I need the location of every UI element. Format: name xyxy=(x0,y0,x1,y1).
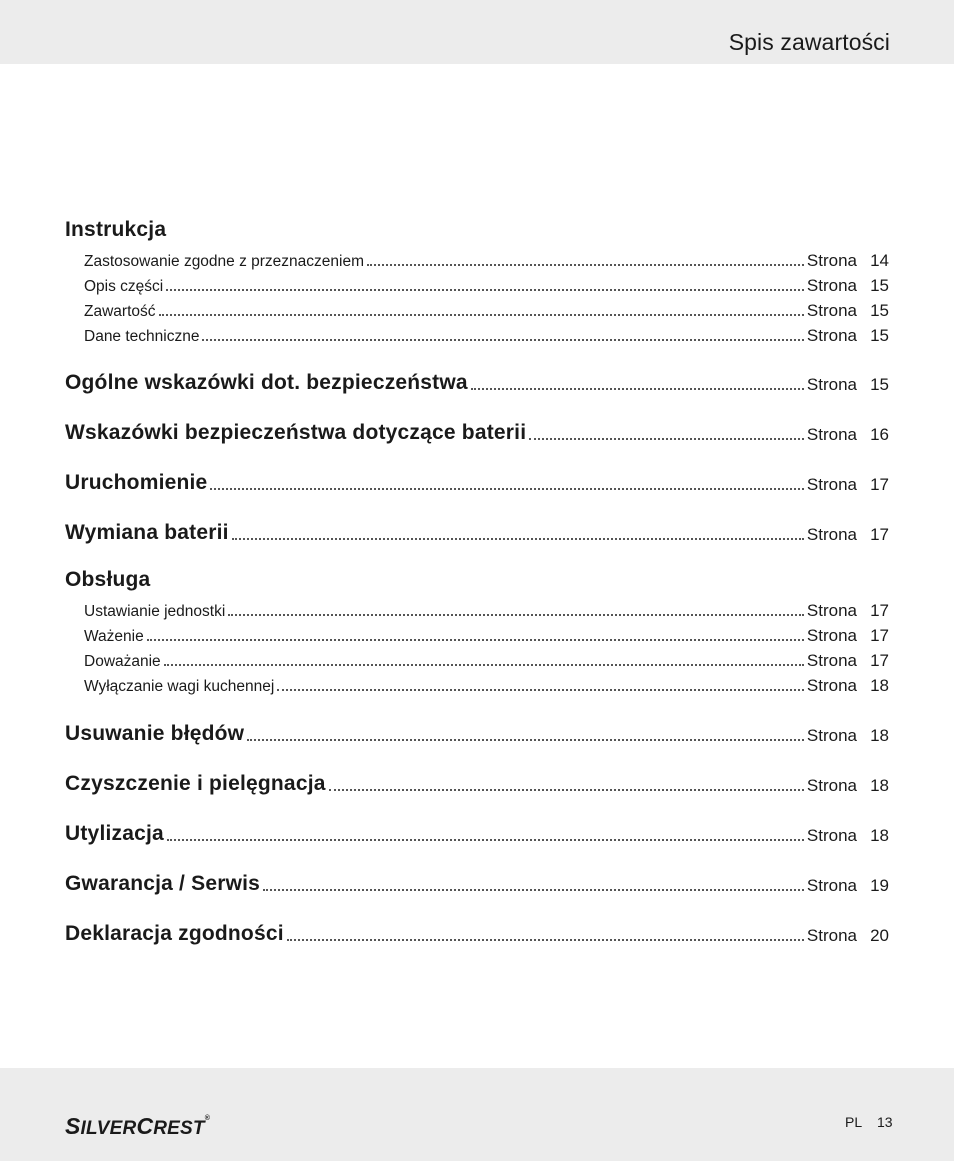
dot-leader xyxy=(164,654,804,666)
brand-part: ILVER xyxy=(80,1118,137,1139)
toc-entry-label: Ogólne wskazówki dot. bezpieczeństwa xyxy=(65,371,468,394)
toc-page-ref xyxy=(807,776,889,796)
toc-entry[interactable] xyxy=(65,270,889,296)
page-word: Strona xyxy=(806,326,857,345)
toc-heading-instrukcja: Instrukcja xyxy=(65,218,167,241)
page-number: 18 xyxy=(870,826,889,845)
page-number: 18 xyxy=(870,676,889,695)
toc-page-ref xyxy=(807,926,889,946)
dot-leader xyxy=(228,604,804,616)
registered-mark: ® xyxy=(204,1115,211,1122)
page-number: 18 xyxy=(870,776,889,795)
dot-leader xyxy=(166,279,804,291)
toc-entry-label: Usuwanie błędów xyxy=(65,722,245,745)
page-word: Strona xyxy=(806,926,857,945)
toc-entry[interactable] xyxy=(65,670,889,696)
toc-page-ref xyxy=(807,601,889,621)
toc-entry[interactable] xyxy=(65,369,889,395)
toc-page-ref xyxy=(807,375,889,395)
toc-entry[interactable] xyxy=(65,645,889,671)
toc-entry-label: Doważanie xyxy=(84,653,161,670)
page-number: 17 xyxy=(870,601,889,620)
toc-entry[interactable] xyxy=(65,595,889,621)
dot-leader xyxy=(529,428,804,440)
page-word: Strona xyxy=(806,525,857,544)
dot-leader xyxy=(367,254,804,266)
toc-heading-obsluga: Obsługa xyxy=(65,568,151,591)
page-word: Strona xyxy=(806,651,857,670)
toc-entry-label: Zawartość xyxy=(84,303,156,320)
toc-entry-label: Dane techniczne xyxy=(84,328,200,345)
toc-entry[interactable] xyxy=(65,720,889,746)
toc-page-ref xyxy=(807,626,889,646)
dot-leader xyxy=(232,528,804,540)
toc-entry[interactable] xyxy=(65,519,889,545)
toc-entry-label: Utylizacja xyxy=(65,822,164,845)
toc-entry[interactable] xyxy=(65,245,889,271)
page-number: 20 xyxy=(870,926,889,945)
dot-leader xyxy=(471,378,804,390)
page-number: 17 xyxy=(870,525,889,544)
dot-leader xyxy=(202,329,803,341)
page-number: 17 xyxy=(870,475,889,494)
toc-page-ref xyxy=(807,651,889,671)
dot-leader xyxy=(287,929,804,941)
dot-leader xyxy=(277,679,804,691)
page-number: 17 xyxy=(870,626,889,645)
toc-page-ref xyxy=(807,676,889,696)
brand-part: S xyxy=(65,1113,81,1139)
page-word: Strona xyxy=(806,251,857,270)
page-number: 15 xyxy=(870,276,889,295)
toc-entry-label: Gwarancja / Serwis xyxy=(65,872,261,895)
toc-entry-label: Czyszczenie i pielęgnacja xyxy=(65,772,326,795)
toc-page-ref xyxy=(807,326,889,346)
header-band xyxy=(0,0,954,64)
toc-entry-label: Wskazówki bezpieczeństwa dotyczące baterii xyxy=(65,421,527,444)
toc-page-ref xyxy=(807,726,889,746)
page-word: Strona xyxy=(806,626,857,645)
page-word: Strona xyxy=(806,375,857,394)
toc-page-ref xyxy=(807,251,889,271)
toc-entry[interactable] xyxy=(65,320,889,346)
dot-leader xyxy=(147,629,804,641)
toc-entry-label: Opis części xyxy=(84,278,164,295)
page-word: Strona xyxy=(806,776,857,795)
toc-entry[interactable] xyxy=(65,419,889,445)
page-number: 15 xyxy=(870,375,889,394)
toc-entry-label: Ważenie xyxy=(84,628,144,645)
toc-page-ref xyxy=(807,276,889,296)
dot-leader xyxy=(247,729,804,741)
page-title: Spis zawartości xyxy=(728,29,890,55)
dot-leader xyxy=(167,829,804,841)
page-word: Strona xyxy=(806,425,857,444)
page-word: Strona xyxy=(806,876,857,895)
page-number: 19 xyxy=(870,876,889,895)
toc-entry[interactable] xyxy=(65,920,889,946)
toc-entry[interactable] xyxy=(65,469,889,495)
toc-entry[interactable] xyxy=(65,870,889,896)
brand-part: C xyxy=(136,1113,154,1139)
toc-entry-label: Wyłączanie wagi kuchennej xyxy=(84,678,275,695)
toc-page-ref xyxy=(807,301,889,321)
page-word: Strona xyxy=(806,475,857,494)
toc-entry-label: Uruchomienie xyxy=(65,471,208,494)
toc-page-ref xyxy=(807,425,889,445)
toc-entry-label: Ustawianie jednostki xyxy=(84,603,226,620)
toc-entry-label: Wymiana baterii xyxy=(65,521,229,544)
page-number-footer: 13 xyxy=(877,1114,893,1130)
toc-entry[interactable] xyxy=(65,820,889,846)
language-code: PL xyxy=(845,1114,863,1130)
page-number: 16 xyxy=(870,425,889,444)
page-word: Strona xyxy=(806,826,857,845)
page-number: 18 xyxy=(870,726,889,745)
dot-leader xyxy=(210,478,803,490)
page-word: Strona xyxy=(806,276,857,295)
toc-page-ref xyxy=(807,475,889,495)
page-number: 15 xyxy=(870,326,889,345)
toc-page-ref xyxy=(807,525,889,545)
toc-page-ref xyxy=(807,826,889,846)
dot-leader xyxy=(329,779,804,791)
toc-entry[interactable] xyxy=(65,295,889,321)
toc-entry[interactable] xyxy=(65,620,889,646)
page-number: 14 xyxy=(870,251,889,270)
page-number: 17 xyxy=(870,651,889,670)
toc-entry-label: Zastosowanie zgodne z przeznaczeniem xyxy=(84,253,365,270)
page-word: Strona xyxy=(806,601,857,620)
toc-entry-label: Deklaracja zgodności xyxy=(65,922,284,945)
toc-page-ref xyxy=(807,876,889,896)
brand-logo xyxy=(65,1113,210,1140)
brand-part: REST xyxy=(153,1118,205,1139)
dot-leader xyxy=(263,879,804,891)
page-word: Strona xyxy=(806,301,857,320)
page-word: Strona xyxy=(806,676,857,695)
page-number: 15 xyxy=(870,301,889,320)
toc-entry[interactable] xyxy=(65,770,889,796)
dot-leader xyxy=(159,304,804,316)
page-word: Strona xyxy=(806,726,857,745)
